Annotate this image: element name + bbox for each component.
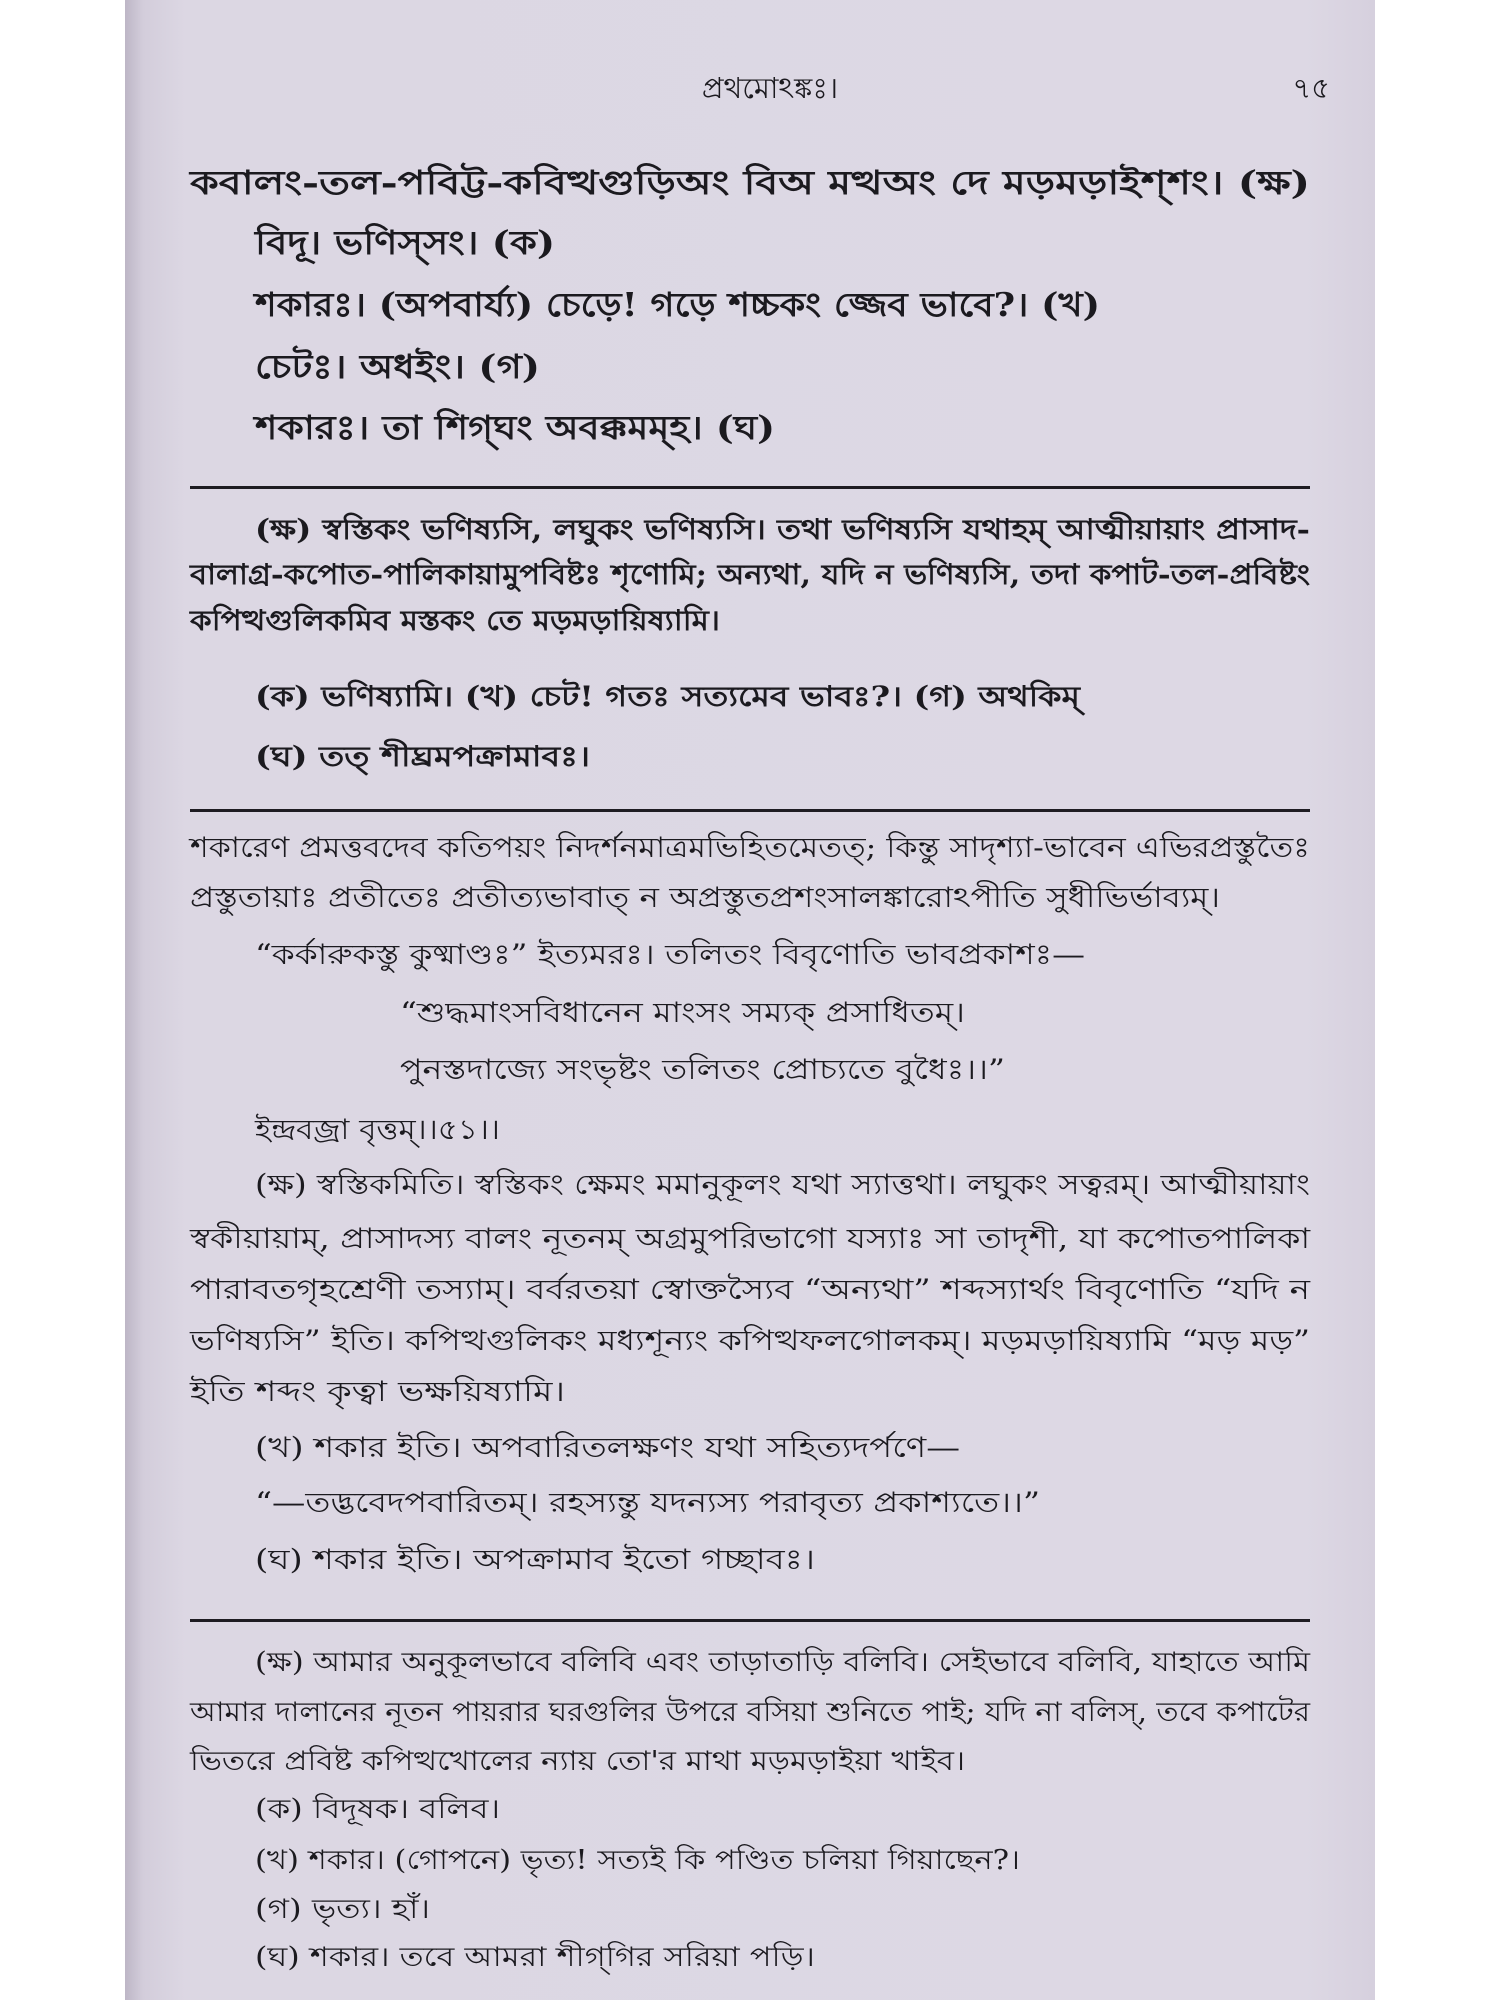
verse-line-1: কবালং-তল-পবিট্ট-কবিত্থগুড়িঅং বিঅ মত্থঅং দে মড়মড়াইশ্শং। (ক্ষ) [190, 163, 1311, 202]
section-rule-2 [190, 809, 1310, 812]
translation-line-3: ভিতরে প্রবিষ্ট কপিত্থখোলের ন্যায় তো'র মাথা মড়মড়াইয়া খাইব। [190, 1746, 966, 1777]
commentary-line-5: পুনস্তদাজ্যে সংভৃষ্টং তলিতং প্রোচ্যতে বুধৈঃ।।” [400, 1053, 1006, 1086]
translation-line-7: (ঘ) শকার। তবে আমরা শীগ্‌গির সরিয়া পড়ি। [255, 1942, 816, 1973]
section-rule-3 [190, 1619, 1310, 1622]
commentary-line-7: (ক্ষ) স্বস্তিকমিতি। স্বস্তিকং ক্ষেমং মমানুকূলং যথা স্যাত্তথা। লঘুকং সত্বরম্। আত্মীয়ায়াং [255, 1168, 1310, 1201]
verse-line-2: বিদূ। ভণিস্সং। (ক) [255, 223, 556, 262]
page-number: ৭৫ [1292, 71, 1330, 105]
translation-line-2: আমার দালানের নূতন পায়রার ঘরগুলির উপরে বসিয়া শুনিতে পাই; যদি না বলিস্, তবে কপাটের [190, 1697, 1311, 1728]
commentary-line-13: “—তদ্ভবেদপবারিতম্। রহস্যন্তু যদন্যস্য পরাবৃত্য প্রকাশ্যতে।।” [255, 1486, 1041, 1519]
translation-line-6: (গ) ভৃত্য। হাঁ। [255, 1894, 430, 1925]
chaya-line-2: বালাগ্র-কপোত-পালিকায়ামুপবিষ্টঃ শৃণোমি; অন্যথা, যদি ন ভণিষ্যসি, তদা কপাট-তল-প্রবিষ্টং [190, 558, 1311, 591]
verse-line-4: চেটঃ। অধইং। (গ) [255, 347, 541, 386]
chaya-line-4: (ক) ভণিষ্যামি। (খ) চেট! গতঃ সত্যমেব ভাবঃ?। (গ) অথকিম্ [255, 680, 1081, 713]
commentary-line-8: স্বকীয়ায়াম্, প্রাসাদস্য বালং নূতনম্ অগ্রমুপরিভাগো যস্যাঃ সা তাদৃশী, যা কপোতপালিকা [190, 1222, 1311, 1255]
chaya-line-3: কপিত্থগুলিকমিব মস্তকং তে মড়মড়ায়িষ্যামি। [190, 604, 720, 637]
commentary-line-4: “শুদ্ধমাংসবিধানেন মাংসং সম্যক্ প্রসাধিতম্। [400, 996, 966, 1029]
chaya-line-1: (ক্ষ) স্বস্তিকং ভণিষ্যসি, লঘুকং ভণিষ্যসি। তথা ভণিষ্যসি যথাহম্ আত্মীয়ায়াং প্রাসাদ- [255, 513, 1310, 546]
translation-line-5: (খ) শকার। (গোপনে) ভৃত্য! সত্যই কি পণ্ডিত চলিয়া গিয়াছেন?। [255, 1845, 1020, 1876]
commentary-line-1: শকারেণ প্রমত্তবদেব কতিপয়ং নিদর্শনমাত্রমভিহিতমেতত্; কিন্তু সাদৃশ্যা-ভাবেন এভিরপ্রস্তুতৈঃ [190, 831, 1311, 864]
running-head: প্রথমোঽঙ্কঃ। [701, 71, 839, 105]
verse-line-5: শকারঃ। তা শিগ্ঘং অবক্কমম্হ। (ঘ) [255, 408, 776, 447]
translation-line-4: (ক) বিদূষক। বলিব। [255, 1794, 500, 1825]
chaya-line-5: (ঘ) তত্ শীঘ্রমপক্রামাবঃ। [255, 740, 590, 773]
commentary-line-10: ভণিষ্যসি” ইতি। কপিত্থগুলিকং মধ্যশূন্যং কপিত্থফলগোলকম্। মড়মড়ায়িষ্যামি “মড় মড়” [190, 1324, 1311, 1357]
commentary-line-2: প্রস্তুতায়াঃ প্রতীতেঃ প্রতীত্যভাবাত্ ন অপ্রস্তুতপ্রশংসালঙ্কারোঽপীতি সুধীভির্ভাব্যম্। [190, 881, 1221, 914]
commentary-line-9: পারাবতগৃহশ্রেণী তস্যাম্। বর্বরতয়া স্বোক্তস্যৈব “অন্যথা” শব্দস্যার্থং বিবৃণোতি “যদি ন [190, 1273, 1311, 1306]
commentary-line-12: (খ) শকার ইতি। অপবারিতলক্ষণং যথা সহিত্যদর্পণে— [255, 1431, 960, 1464]
commentary-line-6: ইন্দ্রবজ্রা বৃত্তম্।।৫১।। [255, 1113, 500, 1146]
section-rule-1 [190, 486, 1310, 489]
translation-line-1: (ক্ষ) আমার অনুকূলভাবে বলিবি এবং তাড়াতাড়ি বলিবি। সেইভাবে বলিবি, যাহাতে আমি [255, 1647, 1310, 1678]
commentary-line-14: (ঘ) শকার ইতি। অপক্রামাব ইতো গচ্ছাবঃ। [255, 1543, 816, 1576]
commentary-line-11: ইতি শব্দং কৃত্বা ভক্ষয়িষ্যামি। [190, 1375, 566, 1408]
commentary-line-3: “কর্কারুকস্তু কুষ্মাণ্ডঃ” ইত্যমরঃ। তলিতং বিবৃণোতি ভাবপ্রকাশঃ— [255, 938, 1086, 971]
verse-line-3: শকারঃ। (অপবার্য্য) চেড়ে! গড়ে শচ্চকং জ্জেব ভাবে?। (খ) [255, 285, 1100, 324]
